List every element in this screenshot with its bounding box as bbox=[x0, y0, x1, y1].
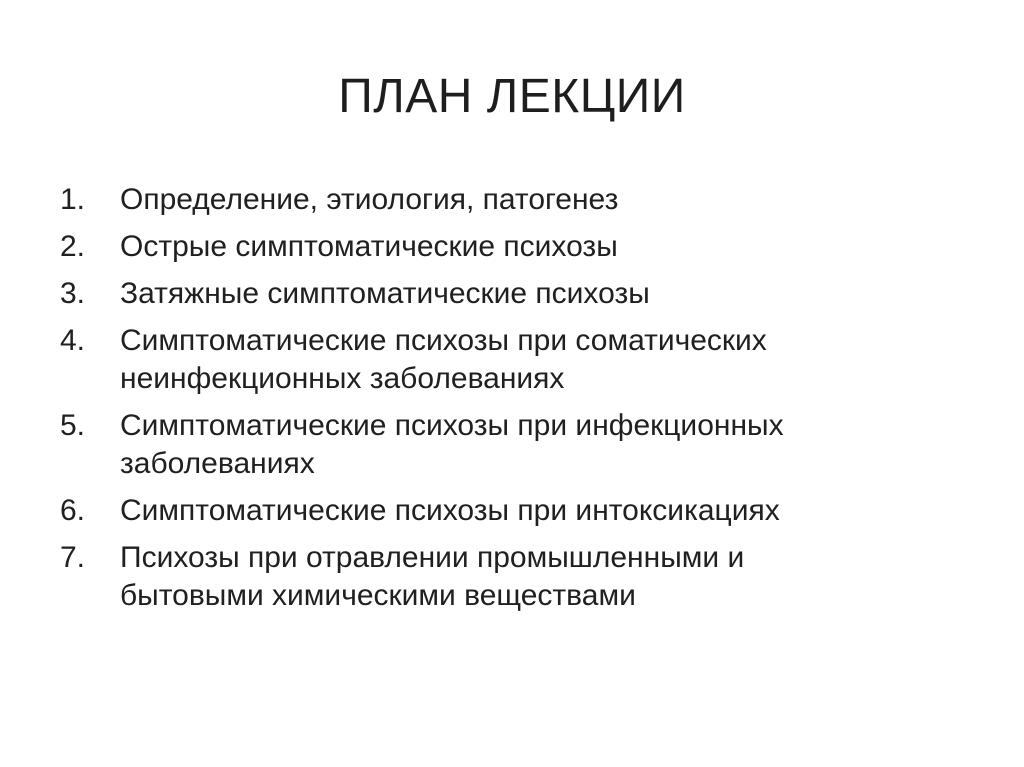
item-text: Затяжные симптоматические психозы bbox=[120, 277, 650, 310]
item-number: 2. bbox=[60, 230, 86, 263]
item-text: Психозы при отравлении промышленными и бытовыми химическими веществами bbox=[120, 541, 745, 612]
list-item bbox=[60, 407, 960, 483]
item-text: Симптоматические психозы при инфекционных заболеваниях bbox=[120, 409, 784, 480]
item-text: Определение, этиология, патогенез bbox=[120, 183, 619, 216]
list-item bbox=[60, 539, 960, 615]
item-number: 7. bbox=[60, 541, 86, 574]
list-item bbox=[60, 228, 960, 266]
item-text: Симптоматические психозы при интоксикациях bbox=[120, 494, 780, 527]
list-item bbox=[60, 322, 960, 398]
list-item bbox=[60, 181, 960, 219]
agenda-list bbox=[60, 181, 960, 624]
item-number: 1. bbox=[60, 183, 86, 216]
item-text: Острые симптоматические психозы bbox=[120, 230, 618, 263]
item-number: 6. bbox=[60, 494, 86, 527]
list-item bbox=[60, 275, 960, 313]
item-text: Симптоматические психозы при соматических неинфекционных заболеваниях bbox=[120, 324, 767, 395]
list-item bbox=[60, 492, 960, 530]
item-number: 5. bbox=[60, 409, 86, 442]
item-number: 4. bbox=[60, 324, 86, 357]
slide-title: ПЛАН ЛЕКЦИИ bbox=[338, 70, 686, 123]
item-number: 3. bbox=[60, 277, 86, 310]
